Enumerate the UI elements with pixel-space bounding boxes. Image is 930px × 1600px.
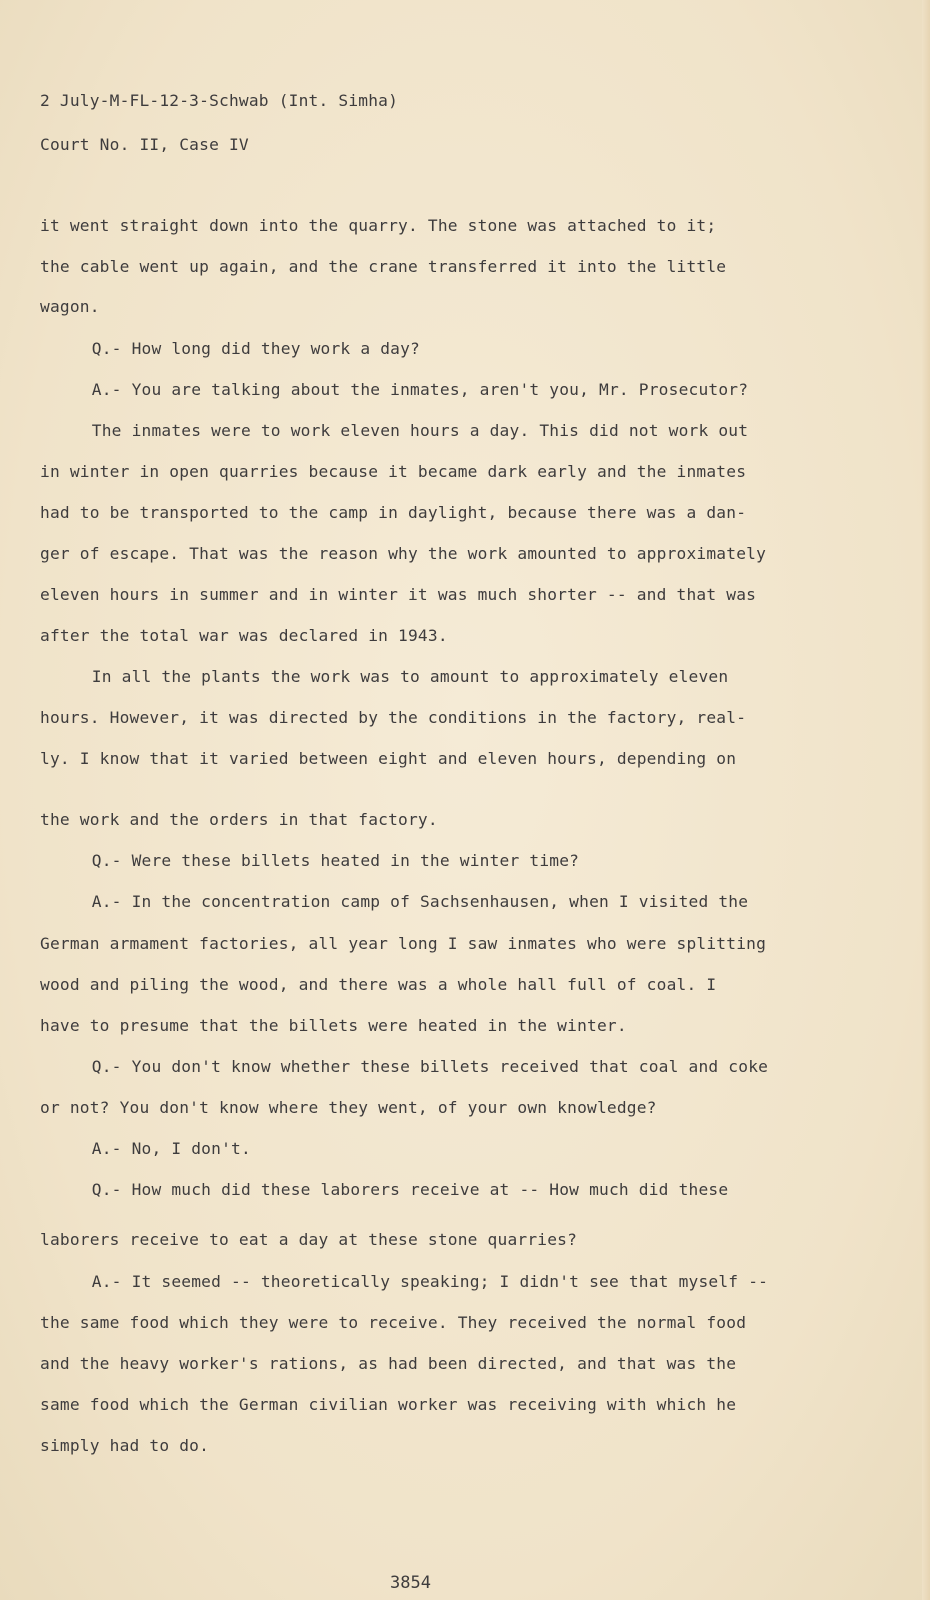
- question-line: Q.- How long did they work a day?: [52, 339, 420, 358]
- body-line: simply had to do.: [40, 1436, 210, 1455]
- body-line: ly. I know that it varied between eight and eleven hours, depending on: [40, 749, 737, 768]
- body-line: same food which the German civilian worker was receiving with which he: [40, 1395, 737, 1414]
- body-line: it went straight down into the quarry. The stone was attached to it;: [40, 216, 717, 235]
- answer-line: A.- In the concentration camp of Sachsenhausen, when I visited the: [52, 892, 749, 911]
- page-edge-shadow: [922, 0, 930, 1600]
- body-line: German armament factories, all year long I saw inmates who were splitting: [40, 934, 767, 953]
- body-line: in winter in open quarries because it became dark early and the inmates: [40, 462, 747, 481]
- body-line: wagon.: [40, 297, 100, 316]
- body-line: or not? You don't know where they went, of your own knowledge?: [40, 1098, 657, 1117]
- answer-line: A.- It seemed -- theoretically speaking; I didn't see that myself --: [52, 1272, 769, 1291]
- body-line: the work and the orders in that factory.: [40, 810, 438, 829]
- page-number: 3854: [390, 1573, 431, 1593]
- question-line: Q.- Were these billets heated in the winter time?: [52, 851, 580, 870]
- body-line: ger of escape. That was the reason why the work amounted to approximately: [40, 544, 767, 563]
- body-line: eleven hours in summer and in winter it was much shorter -- and that was: [40, 585, 757, 604]
- body-line: and the heavy worker's rations, as had been directed, and that was the: [40, 1354, 737, 1373]
- court-header-line: Court No. II, Case IV: [40, 135, 249, 154]
- body-line: hours. However, it was directed by the conditions in the factory, real-: [40, 708, 747, 727]
- case-header-line: 2 July-M-FL-12-3-Schwab (Int. Simha): [40, 91, 399, 110]
- answer-line: A.- You are talking about the inmates, aren't you, Mr. Prosecutor?: [52, 380, 749, 399]
- body-line: had to be transported to the camp in daylight, because there was a dan-: [40, 503, 747, 522]
- body-line: have to presume that the billets were heated in the winter.: [40, 1016, 627, 1035]
- body-line: wood and piling the wood, and there was a whole hall full of coal. I: [40, 975, 717, 994]
- body-line: In all the plants the work was to amount to approximately eleven: [52, 667, 729, 686]
- body-line: after the total war was declared in 1943.: [40, 626, 448, 645]
- body-line: the same food which they were to receive. They received the normal food: [40, 1313, 747, 1332]
- body-line: The inmates were to work eleven hours a day. This did not work out: [52, 421, 749, 440]
- question-line: Q.- You don't know whether these billets received that coal and coke: [52, 1057, 769, 1076]
- body-line: laborers receive to eat a day at these stone quarries?: [40, 1230, 578, 1249]
- body-line: the cable went up again, and the crane transferred it into the little: [40, 257, 727, 276]
- question-line: Q.- How much did these laborers receive at -- How much did these: [52, 1180, 729, 1199]
- answer-line: A.- No, I don't.: [52, 1139, 251, 1158]
